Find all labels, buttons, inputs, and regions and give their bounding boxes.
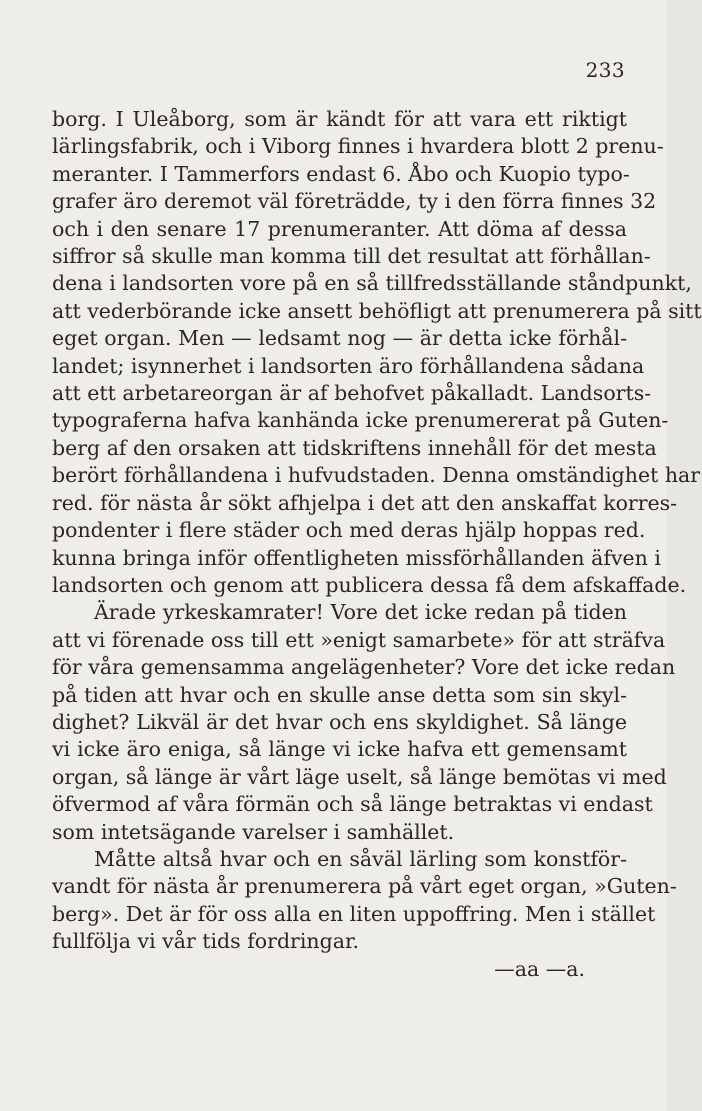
text-line: organ, så länge är vårt läge uselt, så länge bemötas vi med	[52, 764, 667, 789]
text-line: berg». Det är för oss alla en liten uppoffring. Men i stället	[52, 901, 656, 926]
body-text	[52, 106, 702, 983]
text-line: dighet? Likväl är det hvar och ens skyldighet. Så länge	[52, 709, 627, 734]
text-line: dena i landsorten vore på en så tillfredsställande ståndpunkt,	[52, 271, 692, 296]
text-line: landet; isynnerhet i landsorten äro förhållandena sådana	[52, 353, 645, 378]
text-line: lärlingsfabrik, och i Viborg finnes i hvardera blott 2 prenu-	[52, 134, 664, 159]
text-line: och i den senare 17 prenumeranter. Att döma af dessa	[52, 216, 627, 241]
text-line: vi icke äro eniga, så länge vi icke hafva ett gemensamt	[52, 737, 627, 762]
signature: —aa —a.	[494, 956, 585, 981]
text-line: för våra gemensamma angelägenheter? Vore det icke redan	[52, 655, 676, 680]
text-line: berört förhållandena i hufvudstaden. Denna omständighet har	[52, 463, 701, 488]
page-number: 233	[585, 58, 625, 82]
text-line: fullfölja vi vår tids fordringar.	[52, 929, 360, 954]
text-line: Måtte altså hvar och en såväl lärling som konstför-	[94, 846, 627, 871]
text-line: kunna bringa inför offentligheten missförhållanden äfven i	[52, 545, 661, 570]
text-line: meranter. I Tammerfors endast 6. Åbo och Kuopio typo-	[52, 161, 630, 186]
text-line: att ett arbetareorgan är af behofvet påkalladt. Landsorts-	[52, 381, 652, 406]
text-line: att vederbörande icke ansett behöfligt att prenumerera på sitt	[52, 298, 702, 323]
text-line: Ärade yrkeskamrater! Vore det icke redan på tiden	[94, 600, 627, 625]
text-line: pondenter i flere städer och med deras hjälp hoppas red.	[52, 518, 646, 543]
text-line: berg af den orsaken att tidskriftens innehåll för det mesta	[52, 435, 657, 460]
text-line: grafer äro deremot väl företrädde, ty i den förra finnes 32	[52, 189, 657, 214]
text-line: eget organ. Men — ledsamt nog — är detta icke förhål-	[52, 326, 627, 351]
text-line: som intetsägande varelser i samhället.	[52, 819, 455, 844]
text-line: landsorten och genom att publicera dessa få dem afskaffade.	[52, 572, 687, 597]
text-line: öfvermod af våra förmän och så länge betraktas vi endast	[52, 792, 653, 817]
text-line: att vi förenade oss till ett »enigt samarbete» för att sträfva	[52, 627, 666, 652]
text-line: borg. I Uleåborg, som är kändt för att vara ett riktigt	[52, 107, 627, 131]
text-line: typograferna hafva kanhända icke prenumererat på Guten-	[52, 408, 669, 433]
text-line: vandt för nästa år prenumerera på vårt eget organ, »Guten-	[52, 874, 677, 899]
text-line: red. för nästa år sökt afhjelpa i det att den anskaffat korres-	[52, 490, 678, 515]
text-line: på tiden att hvar och en skulle anse detta som sin skyl-	[52, 682, 627, 707]
text-line: siffror så skulle man komma till det resultat att förhållan-	[52, 244, 651, 269]
